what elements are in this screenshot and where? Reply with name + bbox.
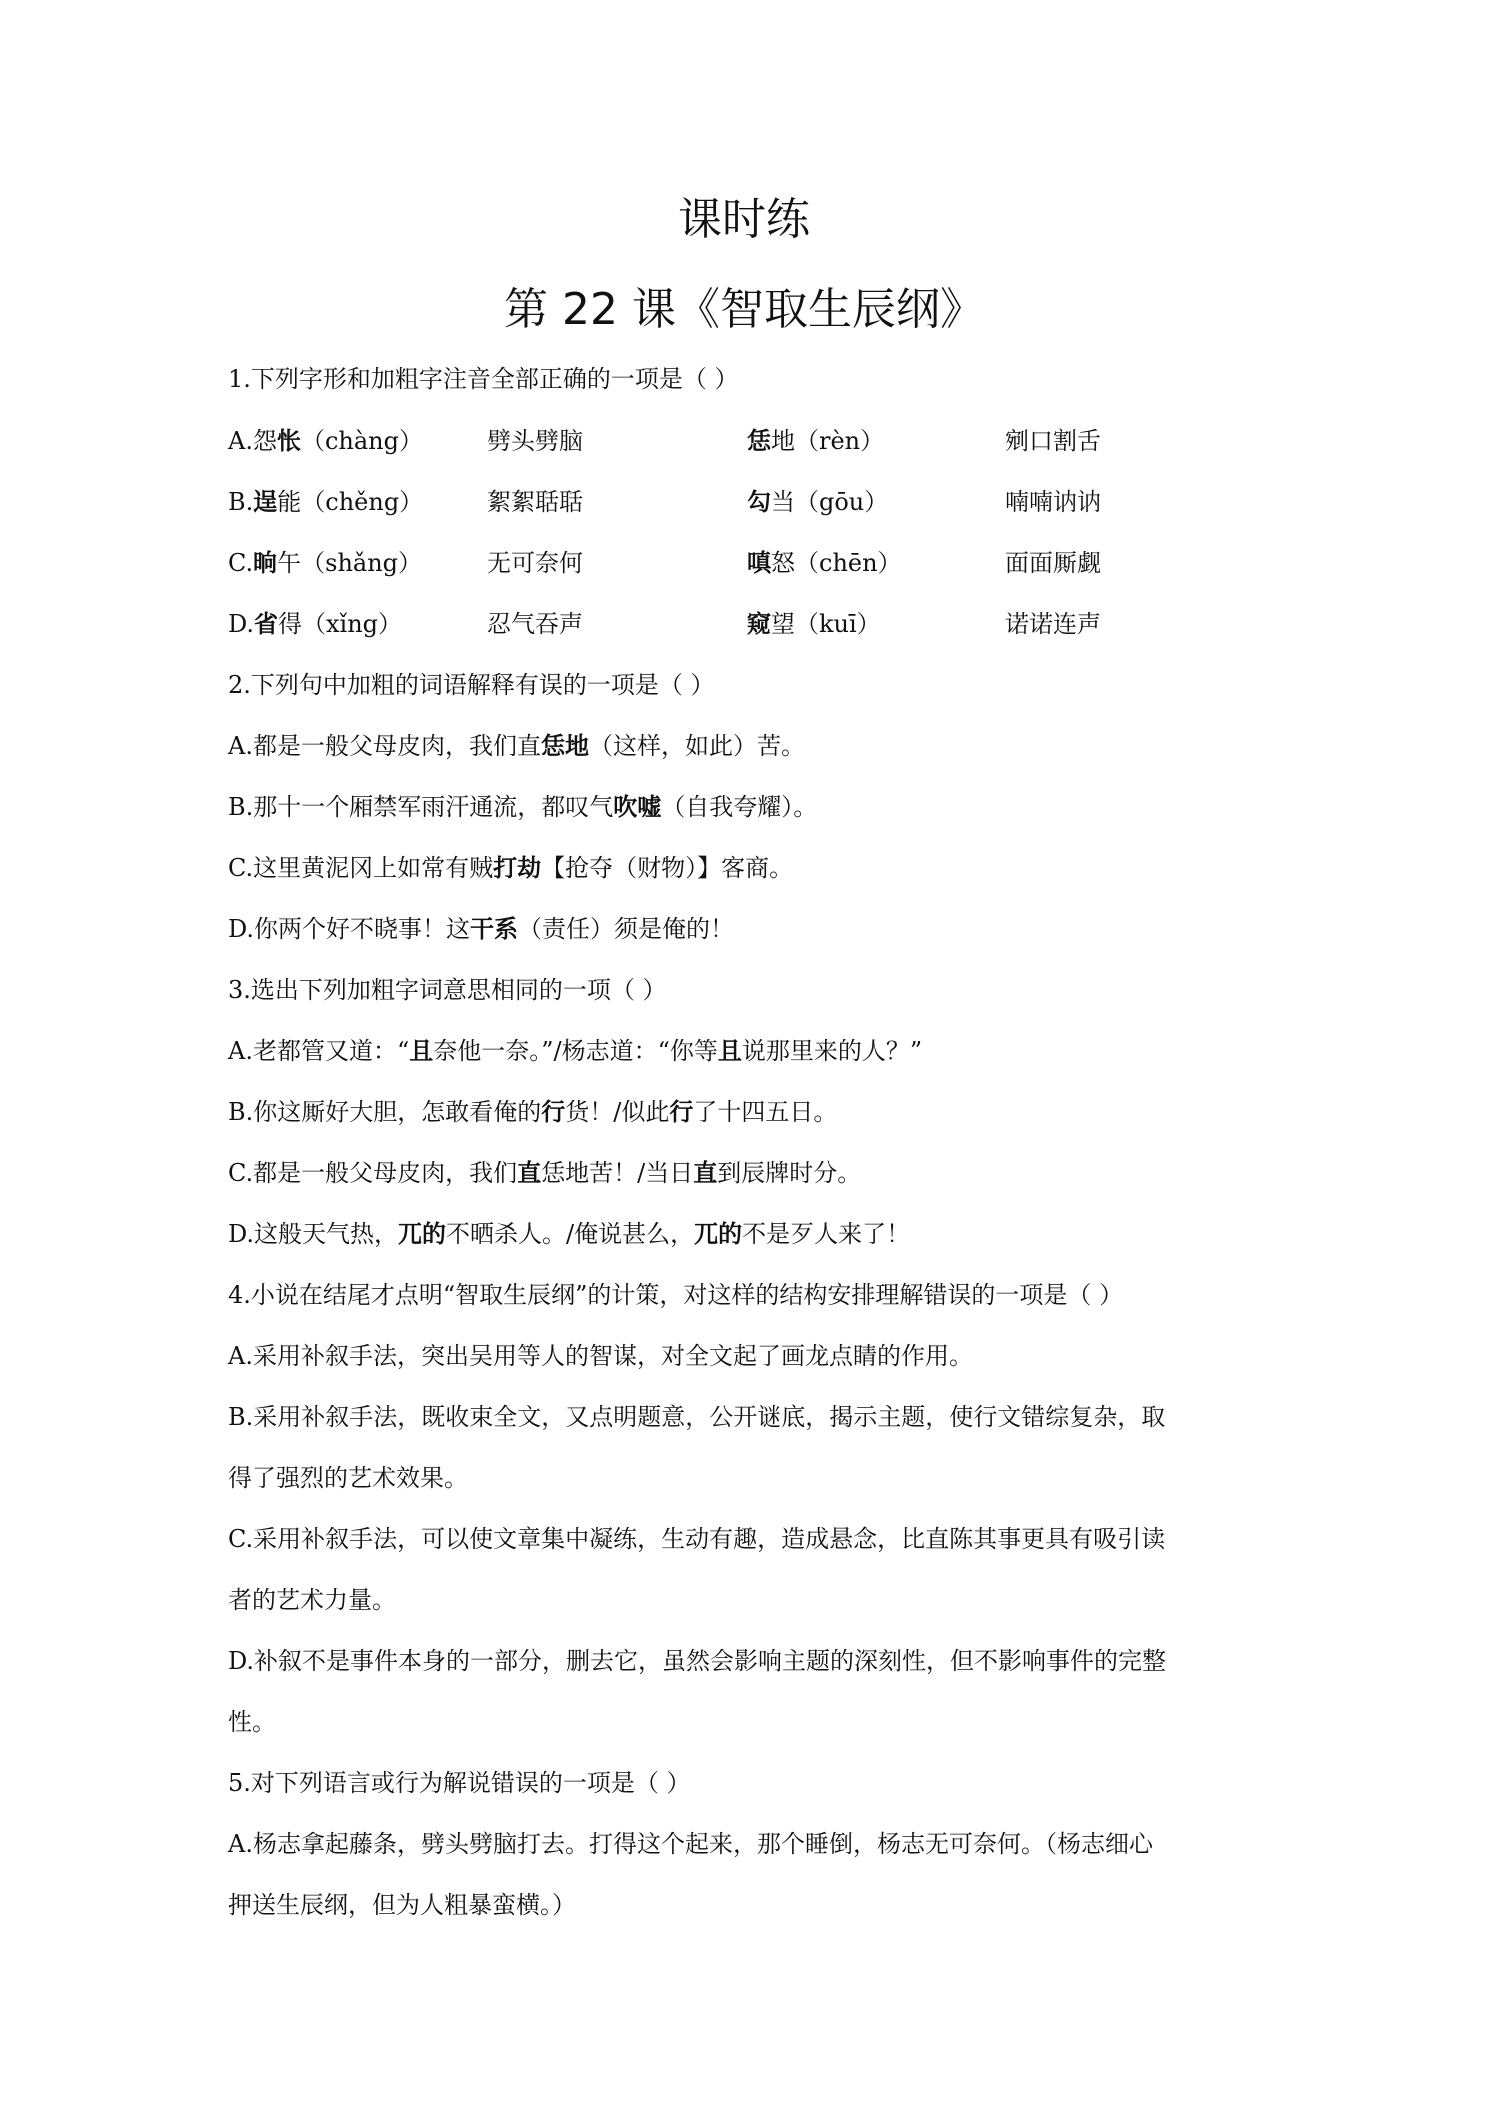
q4-option-a: A.采用补叙手法，突出吴用等人的智谋，对全文起了画龙点睛的作用。 <box>228 1342 973 1370</box>
q4-option-c-line1: C.采用补叙手法，可以使文章集中凝练，生动有趣，造成悬念，比直陈其事更具有吸引读 <box>228 1525 1166 1553</box>
lesson-title: 第 22 课《智取生辰纲》 <box>504 284 984 335</box>
q1-d-col4: 诺诺连声 <box>1005 610 1101 638</box>
page-title: 课时练 <box>678 194 810 245</box>
q4-option-b-line2: 得了强烈的艺术效果。 <box>228 1464 468 1492</box>
q4-option-b-line1: B.采用补叙手法，既收束全文，又点明题意，公开谜底，揭示主题，使行文错综复杂，取 <box>228 1403 1166 1431</box>
q1-b-col3: 勾当（gōu） <box>747 488 889 516</box>
q2-option-c: C.这里黄泥冈上如常有贼打劫【抢夺（财物）】客商。 <box>228 854 794 882</box>
q5-stem: 5.对下列语言或行为解说错误的一项是（ ） <box>228 1769 691 1797</box>
q1-d-col1: D.省得（xǐng） <box>228 610 403 638</box>
q5-option-a-line2: 押送生辰纲，但为人粗暴蛮横。） <box>228 1891 576 1919</box>
q1-stem: 1.下列字形和加粗字注音全部正确的一项是（ ） <box>228 365 739 393</box>
q1-a-col1: A.怨怅（chàng） <box>228 427 423 455</box>
q1-a-col2: 劈头劈脑 <box>487 427 583 455</box>
q3-option-a: A.老都管又道：“且奈他一奈。”/杨志道：“你等且说那里来的人？” <box>228 1037 923 1065</box>
q4-option-d-line2: 性。 <box>228 1708 276 1736</box>
q1-c-col4: 面面厮觑 <box>1005 549 1101 577</box>
q1-a-col4: 剜口割舌 <box>1005 427 1101 455</box>
q4-stem: 4.小说在结尾才点明“智取生辰纲”的计策，对这样的结构安排理解错误的一项是（ ） <box>228 1281 1124 1309</box>
q2-option-b: B.那十一个厢禁军雨汗通流，都叹气吹嘘（自我夸耀）。 <box>228 793 818 821</box>
q4-option-c-line2: 者的艺术力量。 <box>228 1586 396 1614</box>
q1-c-col2: 无可奈何 <box>487 549 583 577</box>
q1-d-col2: 忍气吞声 <box>487 610 583 638</box>
q1-c-col1: C.晌午（shǎng） <box>228 549 423 577</box>
q1-b-col4: 喃喃讷讷 <box>1005 488 1101 516</box>
q3-option-d: D.这般天气热，兀的不晒杀人。/俺说甚么，兀的不是歹人来了！ <box>228 1220 911 1248</box>
q3-option-b: B.你这厮好大胆，怎敢看俺的行货！/似此行了十四五日。 <box>228 1098 838 1126</box>
q2-option-d: D.你两个好不晓事！这干系（责任）须是俺的！ <box>228 915 735 943</box>
q1-d-col3: 窥望（kuī） <box>747 610 881 638</box>
q1-b-col1: B.逞能（chěng） <box>228 488 424 516</box>
q2-stem: 2.下列句中加粗的词语解释有误的一项是（ ） <box>228 671 715 699</box>
q3-stem: 3.选出下列加粗字词意思相同的一项（ ） <box>228 976 667 1004</box>
q2-option-a: A.都是一般父母皮肉，我们直恁地（这样，如此）苦。 <box>228 732 805 760</box>
q1-c-col3: 嗔怒（chēn） <box>747 549 902 577</box>
q3-option-c: C.都是一般父母皮肉，我们直恁地苦！/当日直到辰牌时分。 <box>228 1159 862 1187</box>
q4-option-d-line1: D.补叙不是事件本身的一部分，删去它，虽然会影响主题的深刻性，但不影响事件的完整 <box>228 1647 1167 1675</box>
q5-option-a-line1: A.杨志拿起藤条，劈头劈脑打去。打得这个起来，那个睡倒，杨志无可奈何。（杨志细心 <box>228 1830 1153 1858</box>
q1-a-col3: 恁地（rèn） <box>747 427 885 455</box>
q1-b-col2: 絮絮聒聒 <box>487 488 583 516</box>
